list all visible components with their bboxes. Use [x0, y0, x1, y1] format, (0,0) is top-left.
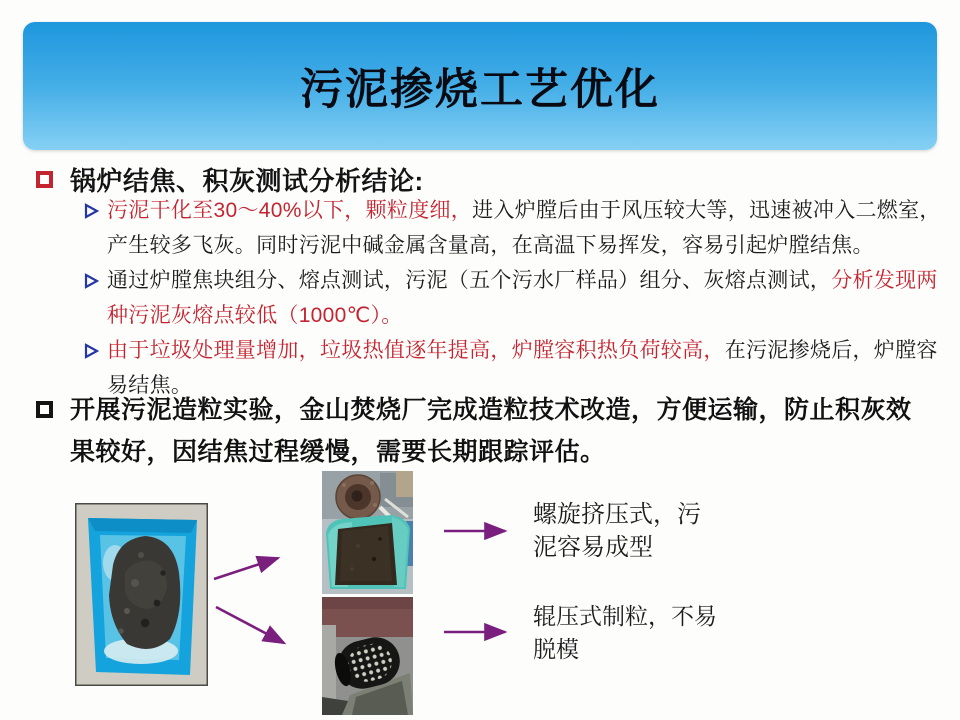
- photo-dried-sludge-tray: [75, 503, 208, 686]
- page-title: 污泥掺烧工艺优化: [300, 65, 660, 114]
- photo-screw-extruded-sludge: [322, 471, 413, 594]
- arrow-to-screw-extrusion-icon: [214, 558, 278, 579]
- red-emphasis-text: 分析发现两种污泥灰熔点较低（1000℃）。: [107, 269, 938, 327]
- section2-row: [36, 389, 928, 473]
- arrowhead-marker-icon: [84, 272, 99, 333]
- sub-bullet-text: [107, 263, 942, 333]
- arrowhead-marker-icon: [84, 202, 99, 263]
- list-item: [84, 263, 942, 333]
- list-item: [84, 193, 942, 263]
- black-square-bullet-icon: [36, 401, 53, 418]
- photo-roller-granulator: [322, 597, 413, 715]
- title-banner: [23, 22, 937, 150]
- sub-bullet-text: [107, 193, 942, 263]
- label-roller-press: 辊压式制粒，不易脱模: [533, 603, 717, 662]
- section1-heading: 锅炉结焦、积灰测试分析结论:: [70, 166, 424, 196]
- section1-sub-bullets: [84, 193, 942, 403]
- body-text: 通过炉膛焦块组分、熔点测试，污泥（五个污水厂样品）组分、灰熔点测试，: [107, 269, 832, 292]
- label-screw-extrusion: 螺旋挤压式，污泥容易成型: [533, 501, 701, 561]
- red-emphasis-text: 污泥干化至30～40%以下，颗粒度细，: [107, 199, 473, 222]
- red-emphasis-text: 由于垃圾处理量增加，垃圾热值逐年提高，炉膛容积热负荷较高，: [107, 339, 725, 362]
- section2-text: 开展污泥造粒实验，金山焚烧厂完成造粒技术改造，方便运输，防止积灰效果较好，因结焦过程缓慢，需要长期跟踪评估。: [70, 396, 912, 466]
- arrow-to-roller-press-icon: [216, 607, 284, 643]
- body-text: 进入炉膛后由于风压较大等，迅速被冲入二燃室，产生较多飞灰。同时污泥中碱金属含量高，在高温下易挥发，容易引起炉膛结焦。: [107, 199, 941, 257]
- red-square-bullet-icon: [36, 171, 53, 188]
- body-text: 在污泥掺烧后，炉膛容易结焦。: [107, 339, 938, 397]
